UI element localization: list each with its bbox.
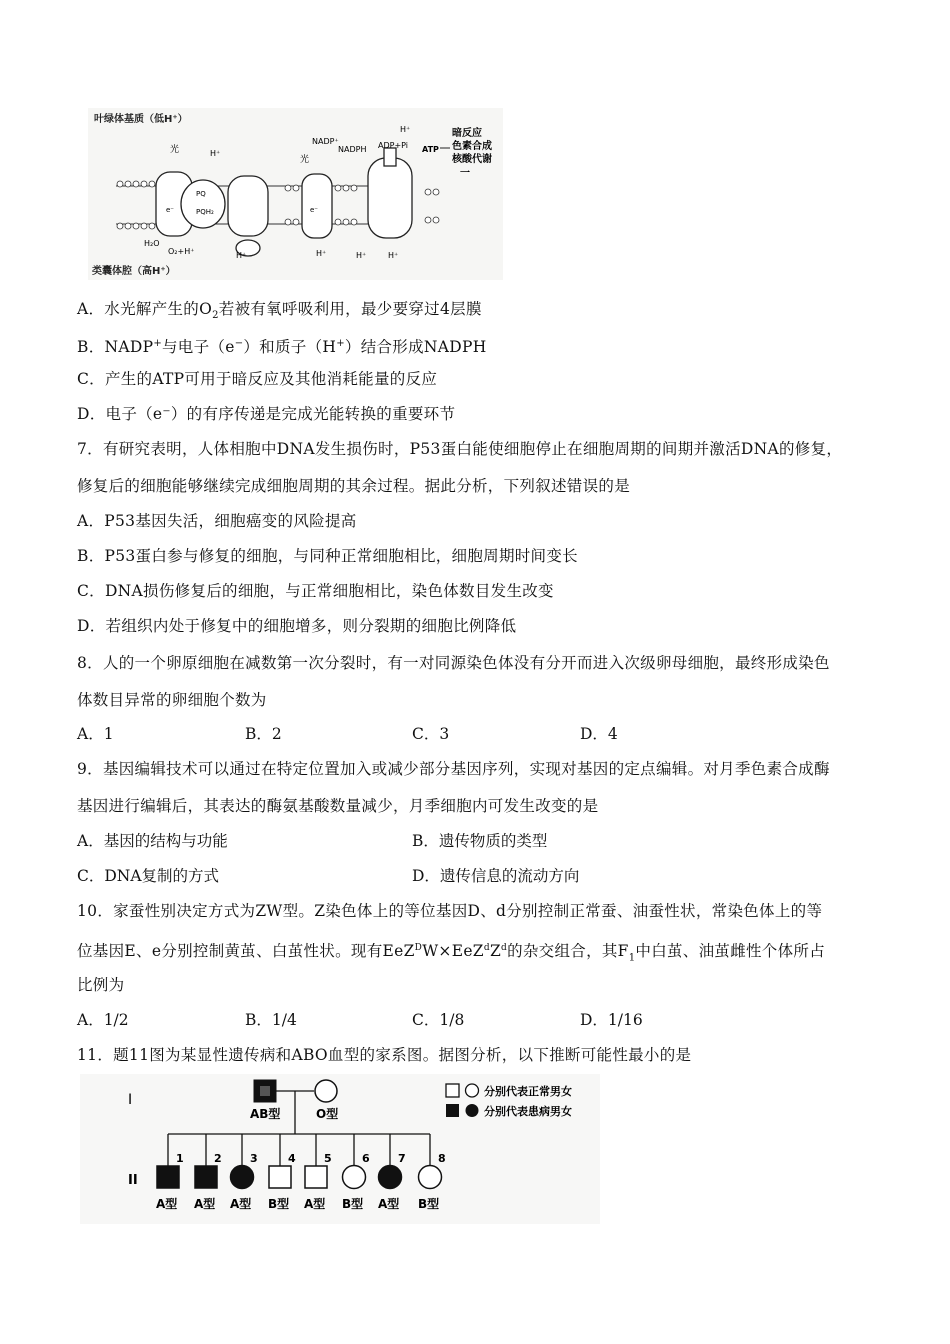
electron-label-2: e⁻: [310, 206, 319, 214]
pq-label: PQ: [196, 190, 206, 198]
q7-option-d: D．若组织内处于修复中的细胞增多，则分裂期的细胞比例降低: [77, 617, 517, 635]
q8-option-c: C．3: [412, 725, 450, 743]
affected-male: [195, 1166, 217, 1188]
member-blood-type: A型: [156, 1197, 178, 1211]
nadp-label: NADP⁺: [312, 137, 339, 146]
q6-option-a: A．水光解产生的$O_2$若被有氧呼吸利用，最少要穿过4层膜: [77, 300, 482, 322]
q7-option-c: C．DNA损伤修复后的细胞，与正常细胞相比，染色体数目发生改变: [77, 582, 554, 600]
mother-normal-female: [315, 1080, 337, 1102]
pedigree-figure: [80, 1074, 600, 1224]
h2o-label: H₂O: [144, 239, 160, 248]
legend-affected-female: [466, 1104, 479, 1117]
q8-option-d: D．4: [580, 725, 618, 743]
right-note-2: 色素合成: [452, 141, 492, 152]
legend-normal-female: [466, 1084, 479, 1097]
q9-option-b: B．遗传物质的类型: [412, 832, 548, 850]
h-plus-label-2: H⁺: [236, 251, 247, 260]
o2-h-label: O₂+H⁺: [168, 247, 195, 256]
member-blood-type: B型: [268, 1197, 290, 1211]
adp-pi-label: ADP+Pi: [378, 141, 409, 150]
q8-option-b: B．2: [245, 725, 282, 743]
q10-option-a: A．1/2: [77, 1011, 129, 1029]
q7-option-a: A．P53基因失活，细胞癌变的风险提高: [77, 512, 357, 530]
electron-label-1: e⁻: [166, 206, 175, 214]
normal-male: [305, 1166, 327, 1188]
h-plus-label-6: H⁺: [400, 125, 411, 134]
member-blood-type: A型: [230, 1197, 252, 1211]
legend-normal-male: [446, 1084, 459, 1097]
father-blood-type: AB型: [250, 1107, 281, 1121]
h-plus-label-4: H⁺: [356, 251, 367, 260]
member-number: 4: [288, 1152, 296, 1165]
mother-blood-type: O型: [316, 1107, 339, 1121]
q10-stem-line2: 位基因E、e分别控制黄茧、白茧性状。现有$EeZ^DW\times EeZ^dZ^d$的杂交组合，其$F_1$中白茧、油茧雌性个体所占: [77, 942, 826, 964]
stroma-label: 叶绿体基质（低H⁺）: [94, 114, 188, 125]
legend-normal-text: 分别代表正常男女: [484, 1085, 572, 1098]
member-number: 3: [250, 1152, 258, 1165]
q8-stem-line1: 8．人的一个卵原细胞在减数第一次分裂时，有一对同源染色体没有分开而进入次级卵母细胞，最终形成染色: [77, 654, 830, 672]
member-blood-type: B型: [418, 1197, 440, 1211]
legend-affected-text: 分别代表患病男女: [484, 1105, 572, 1118]
right-note-4: 一: [460, 168, 470, 179]
nadph-label: NADPH: [338, 145, 367, 154]
light-label-2: 光: [300, 155, 310, 165]
q11-stem-line1: 11．题11图为某显性遗传病和ABO血型的家系图。据图分析，以下推断可能性最小的是: [77, 1046, 692, 1064]
member-blood-type: A型: [304, 1197, 326, 1211]
q9-option-a: A．基因的结构与功能: [77, 832, 228, 850]
q9-stem-line2: 基因进行编辑后，其表达的酶氨基酸数量减少，月季细胞内可发生改变的是: [77, 797, 599, 815]
affected-female: [231, 1166, 254, 1189]
normal-male: [269, 1166, 291, 1188]
q6-option-c: C．产生的ATP可用于暗反应及其他消耗能量的反应: [77, 370, 438, 388]
member-number: 2: [214, 1152, 222, 1165]
right-note-3: 核酸代谢: [452, 154, 492, 165]
q8-stem-line2: 体数目异常的卵细胞个数为: [77, 691, 267, 709]
q10-stem-line1: 10．家蚕性别决定方式为ZW型。Z染色体上的等位基因D、d分别控制正常蚕、油蚕性状，常染色体上的等: [77, 902, 823, 920]
q10-option-d: D．1/16: [580, 1011, 643, 1029]
q7-stem-line2: 修复后的细胞能够继续完成细胞周期的其余过程。据此分析，下列叙述错误的是: [77, 477, 631, 495]
q10-stem-line3: 比例为: [77, 976, 125, 994]
light-label-1: 光: [170, 145, 180, 155]
q6-option-b: B．NADP+与电子（e−）和质子（H+）结合形成NADPH: [77, 338, 487, 357]
atp-label: ATP: [422, 145, 439, 154]
h-plus-label-1: H⁺: [210, 149, 221, 158]
q9-stem-line1: 9．基因编辑技术可以通过在特定位置加入或减少部分基因序列，实现对基因的定点编辑。对月季色素合成酶: [77, 760, 830, 778]
member-blood-type: A型: [378, 1197, 400, 1211]
right-note-1: 暗反应: [452, 128, 482, 139]
q7-stem-line1: 7．有研究表明，人体相胞中DNA发生损伤时，P53蛋白能使细胞停止在细胞周期的间期并激活DNA的修复，: [77, 440, 843, 458]
member-blood-type: A型: [194, 1197, 216, 1211]
normal-female: [419, 1166, 442, 1189]
member-number: 1: [176, 1152, 184, 1165]
q9-option-c: C．DNA复制的方式: [77, 867, 220, 885]
lumen-label: 类囊体腔（高H⁺）: [92, 266, 176, 277]
member-number: 8: [438, 1152, 446, 1165]
h-plus-label-5: H⁺: [388, 251, 399, 260]
generation-2-label: II: [128, 1173, 138, 1188]
q10-option-b: B．1/4: [245, 1011, 297, 1029]
q8-option-a: A．1: [77, 725, 114, 743]
member-blood-type: B型: [342, 1197, 364, 1211]
q6-option-d: D．电子（e⁻）的有序传递是完成光能转换的重要环节: [77, 405, 456, 423]
h-plus-label-3: H⁺: [316, 249, 327, 258]
q10-option-c: C．1/8: [412, 1011, 465, 1029]
legend-affected-male: [446, 1104, 459, 1117]
member-number: 7: [398, 1152, 406, 1165]
pqh2-label: PQH₂: [196, 208, 214, 216]
generation-1-label: I: [128, 1092, 133, 1108]
member-number: 6: [362, 1152, 370, 1165]
affected-male: [157, 1166, 179, 1188]
affected-female: [379, 1166, 402, 1189]
normal-female: [343, 1166, 366, 1189]
member-number: 5: [324, 1152, 332, 1165]
q7-option-b: B．P53蛋白参与修复的细胞，与同种正常细胞相比，细胞周期时间变长: [77, 547, 578, 565]
q9-option-d: D．遗传信息的流动方向: [412, 867, 580, 885]
thylakoid-membrane-figure: [88, 108, 503, 280]
